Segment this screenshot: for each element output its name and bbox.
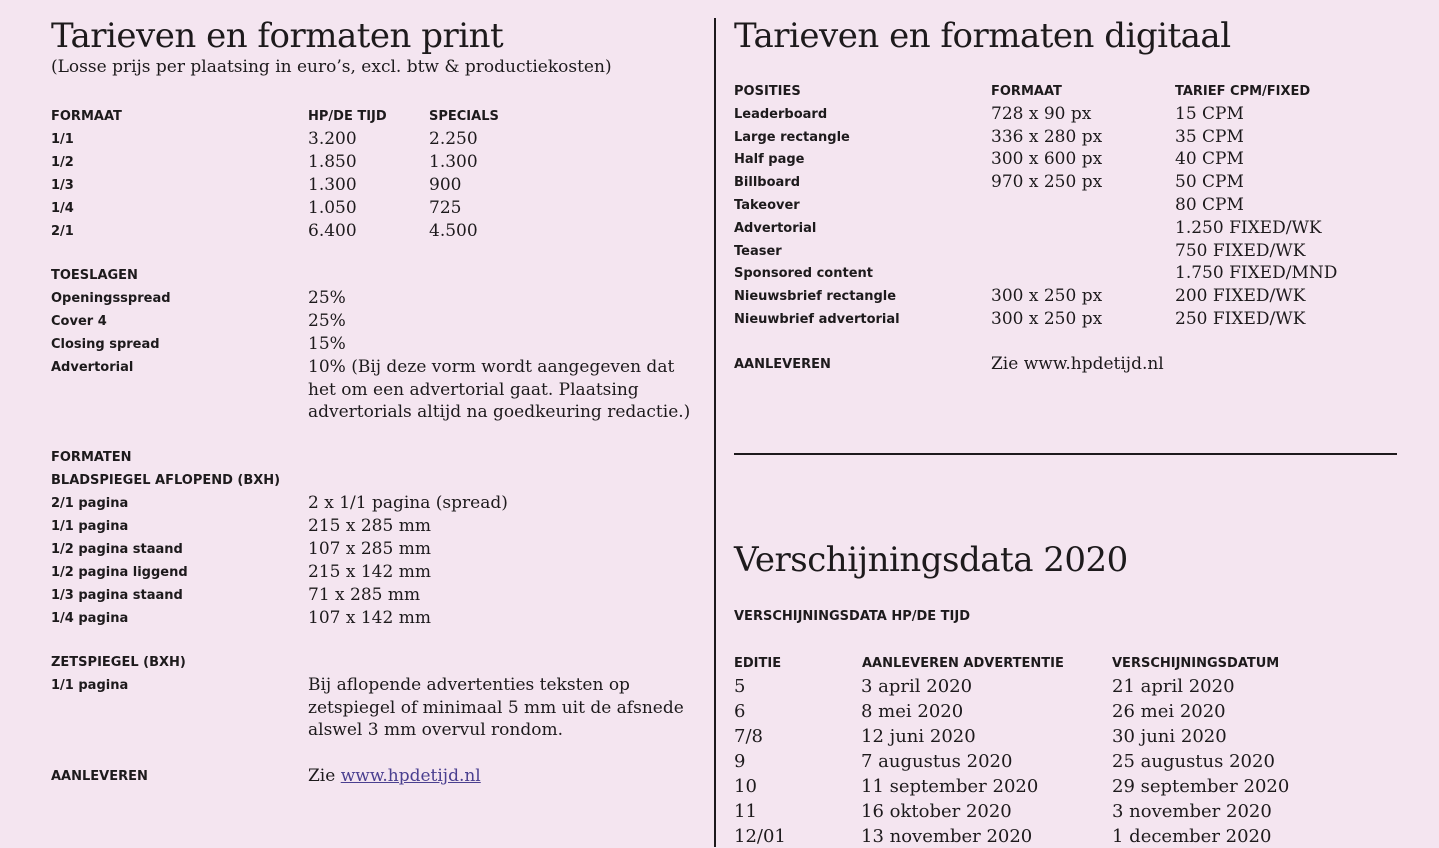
- schedule-row-deadline: 13 november 2020: [861, 826, 1033, 847]
- schedule-row-publication: 21 april 2020: [1112, 676, 1235, 697]
- bleed-label: 2/1 pagina: [51, 496, 129, 511]
- surcharge-value: 25%: [308, 311, 346, 331]
- bleed-value: 107 x 142 mm: [308, 608, 431, 628]
- digital-title: Tarieven en formaten digitaal: [734, 16, 1231, 56]
- digital-row-format: 728 x 90 px: [991, 104, 1092, 124]
- digital-row-rate: 15 CPM: [1175, 104, 1244, 124]
- schedule-header-edition: EDITIE: [734, 656, 782, 671]
- surcharge-label: Openingsspread: [51, 291, 171, 306]
- digital-row-rate: 1.750 FIXED/MND: [1175, 263, 1338, 283]
- digital-row-position: Nieuwsbrief rectangle: [734, 289, 897, 304]
- bleed-label: 1/2 pagina liggend: [51, 565, 188, 580]
- bleed-value: 71 x 285 mm: [308, 585, 421, 605]
- schedule-row-deadline: 12 juni 2020: [861, 726, 976, 747]
- bleed-label: 1/4 pagina: [51, 611, 129, 626]
- digital-row-rate: 1.250 FIXED/WK: [1175, 218, 1322, 238]
- rate-row-specials: 1.300: [429, 152, 478, 172]
- schedule-subtitle: VERSCHIJNINGSDATA HP/DE TIJD: [734, 609, 971, 624]
- schedule-row-publication: 3 november 2020: [1112, 801, 1272, 822]
- schedule-header-deadline: AANLEVEREN ADVERTENTIE: [862, 656, 1064, 671]
- schedule-row-deadline: 3 april 2020: [861, 676, 973, 697]
- schedule-row-edition: 6: [734, 701, 746, 722]
- rate-row-hp: 6.400: [308, 221, 357, 241]
- digital-row-position: Takeover: [734, 198, 800, 213]
- digital-row-rate: 750 FIXED/WK: [1175, 241, 1306, 261]
- bleed-label: 1/2 pagina staand: [51, 542, 183, 557]
- schedule-row-publication: 26 mei 2020: [1112, 701, 1226, 722]
- print-delivery-prefix: Zie: [308, 766, 336, 786]
- type-area-title: ZETSPIEGEL (BXH): [51, 655, 186, 670]
- schedule-row-deadline: 8 mei 2020: [861, 701, 964, 722]
- digital-row-position: Large rectangle: [734, 130, 850, 145]
- schedule-row-edition: 12/01: [734, 826, 786, 847]
- surcharge-value: 15%: [308, 334, 346, 354]
- rate-row-hp: 1.300: [308, 175, 357, 195]
- schedule-row-publication: 29 september 2020: [1112, 776, 1290, 797]
- digital-row-position: Billboard: [734, 175, 801, 190]
- rate-row-specials: 725: [429, 198, 462, 218]
- schedule-row-publication: 30 juni 2020: [1112, 726, 1227, 747]
- schedule-row-deadline: 7 augustus 2020: [861, 751, 1013, 772]
- digital-row-rate: 40 CPM: [1175, 149, 1244, 169]
- schedule-row-edition: 7/8: [734, 726, 763, 747]
- schedule-row-edition: 11: [734, 801, 757, 822]
- digital-row-format: 300 x 250 px: [991, 309, 1103, 329]
- digital-row-format: 336 x 280 px: [991, 127, 1103, 147]
- column-divider: [714, 18, 716, 847]
- surcharge-label: Closing spread: [51, 337, 160, 352]
- rate-row-specials: 2.250: [429, 129, 478, 149]
- bleed-label: 1/1 pagina: [51, 519, 129, 534]
- type-area-text: Bij aflopende advertenties teksten op zetspiegel of minimaal 5 mm uit de afsnede alswel 3 mm overvul rondom.: [308, 675, 684, 740]
- bleed-value: 2 x 1/1 pagina (spread): [308, 493, 508, 513]
- digital-row-rate: 50 CPM: [1175, 172, 1244, 192]
- rate-row-label: 2/1: [51, 224, 74, 239]
- digital-row-format: 300 x 250 px: [991, 286, 1103, 306]
- bleed-value: 107 x 285 mm: [308, 539, 431, 559]
- digital-delivery-label: AANLEVEREN: [734, 357, 831, 372]
- bleed-label: 1/3 pagina staand: [51, 588, 183, 603]
- rate-row-label: 1/3: [51, 178, 74, 193]
- schedule-row-edition: 10: [734, 776, 757, 797]
- print-title: Tarieven en formaten print: [51, 16, 504, 56]
- surcharge-label: Advertorial: [51, 360, 134, 375]
- bleed-title: BLADSPIEGEL AFLOPEND (BXH): [51, 473, 281, 488]
- digital-row-position: Nieuwbrief advertorial: [734, 312, 900, 327]
- bleed-value: 215 x 285 mm: [308, 516, 431, 536]
- hpdetijd-link[interactable]: www.hpdetijd.nl: [340, 766, 481, 786]
- digital-header-rate: TARIEF CPM/FIXED: [1175, 84, 1311, 99]
- print-delivery-label: AANLEVEREN: [51, 769, 148, 784]
- schedule-header-publication: VERSCHIJNINGSDATUM: [1112, 656, 1280, 671]
- digital-row-rate: 200 FIXED/WK: [1175, 286, 1306, 306]
- print-delivery-value: [308, 765, 481, 787]
- schedule-row-publication: 1 december 2020: [1112, 826, 1272, 847]
- schedule-row-deadline: 11 september 2020: [861, 776, 1039, 797]
- rate-row-hp: 1.050: [308, 198, 357, 218]
- section-divider: [734, 453, 1397, 455]
- schedule-row-edition: 5: [734, 676, 746, 697]
- schedule-row-publication: 25 augustus 2020: [1112, 751, 1275, 772]
- digital-header-positions: POSITIES: [734, 84, 801, 99]
- digital-row-position: Sponsored content: [734, 266, 873, 281]
- rate-row-label: 1/4: [51, 201, 74, 216]
- digital-row-position: Advertorial: [734, 221, 817, 236]
- print-subtitle: (Losse prijs per plaatsing in euro’s, excl. btw & productiekosten): [51, 57, 612, 77]
- rates-header-specials: SPECIALS: [429, 109, 499, 124]
- schedule-row-deadline: 16 oktober 2020: [861, 801, 1012, 822]
- surcharge-label: Cover 4: [51, 314, 107, 329]
- rate-row-hp: 1.850: [308, 152, 357, 172]
- surcharge-value: 10% (Bij deze vorm wordt aangegeven dat het om een advertorial gaat. Plaatsing advertorials altijd na goedkeuring redactie.): [308, 357, 691, 422]
- schedule-row-edition: 9: [734, 751, 746, 772]
- digital-row-rate: 250 FIXED/WK: [1175, 309, 1306, 329]
- surcharge-value: 25%: [308, 288, 346, 308]
- bleed-value: 215 x 142 mm: [308, 562, 431, 582]
- digital-row-position: Leaderboard: [734, 107, 828, 122]
- digital-row-format: 970 x 250 px: [991, 172, 1103, 192]
- digital-delivery-value: Zie www.hpdetijd.nl: [991, 354, 1164, 374]
- rates-header-format: FORMAAT: [51, 109, 122, 124]
- rate-row-specials: 4.500: [429, 221, 478, 241]
- digital-header-format: FORMAAT: [991, 84, 1062, 99]
- formats-title: FORMATEN: [51, 450, 132, 465]
- digital-row-format: 300 x 600 px: [991, 149, 1103, 169]
- rate-row-specials: 900: [429, 175, 462, 195]
- digital-row-position: Half page: [734, 152, 805, 167]
- rate-row-label: 1/2: [51, 155, 74, 170]
- type-area-label: 1/1 pagina: [51, 678, 129, 693]
- schedule-title: Verschijningsdata 2020: [734, 540, 1128, 580]
- rates-header-hp: HP/DE TIJD: [308, 109, 387, 124]
- surcharges-title: TOESLAGEN: [51, 268, 138, 283]
- digital-row-rate: 35 CPM: [1175, 127, 1244, 147]
- rate-row-hp: 3.200: [308, 129, 357, 149]
- digital-row-rate: 80 CPM: [1175, 195, 1244, 215]
- rate-row-label: 1/1: [51, 132, 74, 147]
- digital-row-position: Teaser: [734, 244, 782, 259]
